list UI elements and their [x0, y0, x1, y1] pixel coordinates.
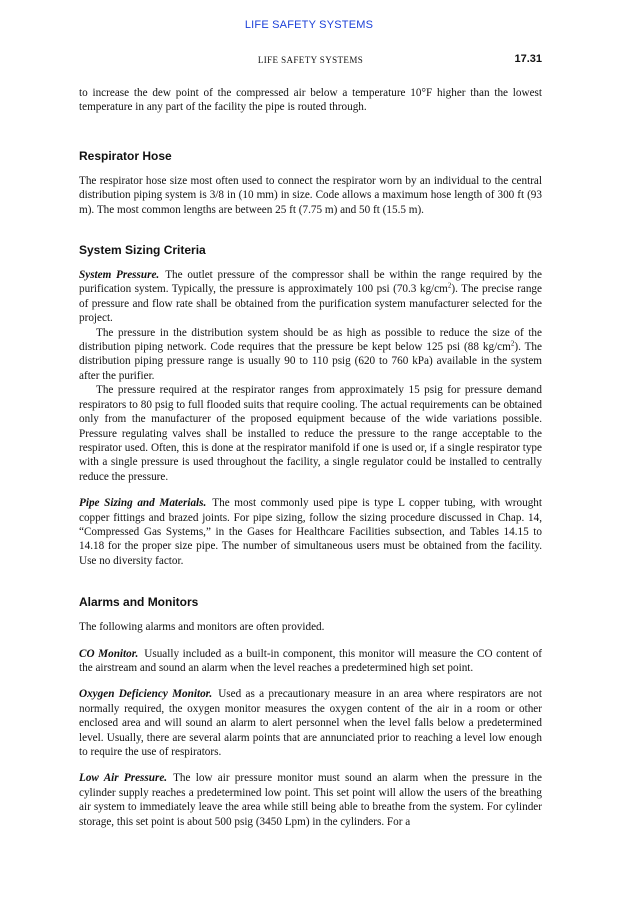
- superscript-2: 2: [510, 339, 515, 348]
- low-air-pressure-paragraph: [79, 771, 542, 829]
- co-monitor-text: Usually included as a built-in component, this monitor will measure the CO content of the airstream and sound an alarm when the level reaches a predetermined high set point.: [79, 647, 542, 674]
- header-chapter-title: LIFE SAFETY SYSTEMS: [257, 55, 364, 65]
- oxygen-monitor-paragraph: [79, 687, 542, 759]
- distribution-pressure-text-a: The pressure in the distribution system should be as high as possible to reduce the size of the distribution piping network. Code requires that the pressure be kept below 125 psi (88 kg/cm: [79, 326, 542, 354]
- oxygen-monitor-runin: Oxygen Deficiency Monitor.: [79, 688, 213, 701]
- heading-alarms-monitors: Alarms and Monitors: [79, 595, 199, 610]
- co-monitor-runin: CO Monitor.: [79, 647, 139, 660]
- page-number: 17.31: [514, 53, 542, 65]
- oxygen-monitor-text: Used as a precautionary measure in an area where respirators are not normally required, the oxygen monitor measures the oxygen content of the air in a room or other enclosed area and will sound an alarm to alert personnel when the level falls below a predetermined level. Usually, there are several alarm points that are annunciated prior to reaching a level low enough to require the use of respirators.: [79, 688, 542, 758]
- heading-respirator-hose: Respirator Hose: [79, 148, 172, 163]
- pipe-sizing-runin: Pipe Sizing and Materials.: [79, 497, 207, 510]
- pipe-sizing-paragraph: [79, 496, 542, 568]
- respirator-hose-paragraph: The respirator hose size most often used to connect the respirator worn by an individual to the central distribution piping system is 3/8 in (10 mm) in size. Code allows a maximum hose length of 300 ft (93 m). The most common lengths are between 25 ft (7.75 m) and 50 ft (15.5 m).: [79, 174, 542, 216]
- system-pressure-text-b: ). The precise range of pressure and flow rate shall be obtained from the purification system manufacturer selected for the project.: [79, 283, 542, 325]
- alarms-intro-paragraph: The following alarms and monitors are often provided.: [79, 621, 325, 634]
- respirator-pressure-paragraph: The pressure required at the respirator ranges from approximately 15 psig for pressure demand respirators to 80 psig to full flooded suits that require cooling. The actual requirements can be obtained only from the manufacturer of the proposed equipment because of the wide variations possible. Pressure regulating valves shall be installed to reduce the pressure to the range acceptable to the respirator used. Often, this is done at the respirator manifold if one is used or, if a single respirator type with a single pressure is used throughout the facility, a single regulator could be installed to centrally reduce the pressure.: [79, 384, 542, 483]
- low-air-pressure-text: The low air pressure monitor must sound an alarm when the pressure in the cylinder supply reaches a predetermined low point. This set point will allow the users of the breathing air system to immediately leave the area while still being able to breathe from the system. For cylinder storage, this set point is about 500 psig (3450 Lpm) in the cylinders. For a: [79, 772, 542, 828]
- low-air-pressure-runin: Low Air Pressure.: [79, 772, 168, 785]
- pipe-sizing-text: The most commonly used pipe is type L copper tubing, with wrought copper fittings and brazed joints. For pipe sizing, follow the sizing procedure discussed in Chap. 14, “Compressed Gas Systems,” in the Gases for Healthcare Facilities subsection, and Tables 14.15 to 14.18 for the proper size pipe. The number of simultaneous users must be obtained from the facility. Use no diversity factor.: [79, 497, 542, 567]
- system-pressure-paragraph: [79, 268, 542, 326]
- heading-system-sizing: System Sizing Criteria: [79, 243, 206, 258]
- co-monitor-paragraph: [79, 647, 542, 676]
- intro-paragraph: to increase the dew point of the compressed air below a temperature 10°F higher than the lowest temperature in any part of the facility the pipe is routed through.: [79, 87, 542, 114]
- page-body: [79, 86, 542, 829]
- page-header: [79, 53, 542, 69]
- system-pressure-runin: System Pressure.: [79, 269, 160, 282]
- system-pressure-text-a: The outlet pressure of the compressor shall be within the range required by the purification system. Typically, the pressure is approximately 100 psi (70.3 kg/cm: [79, 269, 542, 296]
- superscript-2: 2: [447, 281, 452, 290]
- running-title: LIFE SAFETY SYSTEMS: [244, 19, 374, 31]
- distribution-pressure-paragraph: [79, 326, 542, 384]
- distribution-pressure-text-b: ). The distribution piping pressure range is usually 90 to 110 psig (620 to 760 kPa) available in the system after the purifier.: [79, 341, 542, 382]
